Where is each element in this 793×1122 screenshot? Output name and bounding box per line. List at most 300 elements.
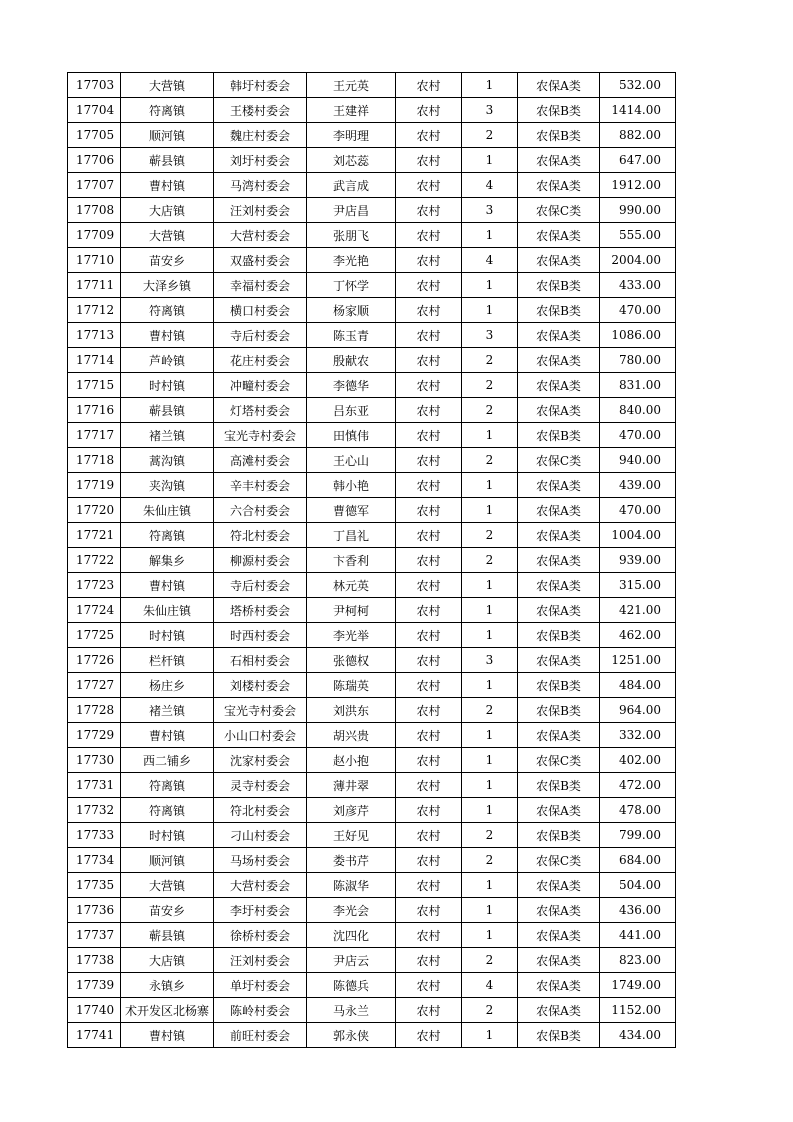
table-row xyxy=(68,898,676,923)
cell-area-type: 农村 xyxy=(396,998,462,1023)
cell-household-size: 1 xyxy=(462,473,518,498)
cell-household-size: 1 xyxy=(462,748,518,773)
table-row xyxy=(68,748,676,773)
cell-insurance-category: 农保B类 xyxy=(518,98,600,123)
table-row xyxy=(68,548,676,573)
cell-person-name: 张朋飞 xyxy=(307,223,396,248)
cell-amount: 882.00 xyxy=(600,123,676,148)
cell-village-committee: 高滩村委会 xyxy=(214,448,307,473)
cell-village-committee: 徐桥村委会 xyxy=(214,923,307,948)
cell-village-committee: 塔桥村委会 xyxy=(214,598,307,623)
cell-village-committee: 柳源村委会 xyxy=(214,548,307,573)
cell-insurance-category: 农保B类 xyxy=(518,773,600,798)
table-row xyxy=(68,348,676,373)
cell-household-size: 2 xyxy=(462,698,518,723)
cell-town: 褚兰镇 xyxy=(121,423,214,448)
cell-record-id: 17721 xyxy=(68,523,121,548)
table-row xyxy=(68,823,676,848)
cell-village-committee: 汪刘村委会 xyxy=(214,198,307,223)
cell-record-id: 17724 xyxy=(68,598,121,623)
table-row xyxy=(68,673,676,698)
table-row xyxy=(68,848,676,873)
cell-amount: 1086.00 xyxy=(600,323,676,348)
cell-insurance-category: 农保A类 xyxy=(518,598,600,623)
cell-amount: 647.00 xyxy=(600,148,676,173)
cell-insurance-category: 农保A类 xyxy=(518,173,600,198)
table-row xyxy=(68,73,676,98)
cell-household-size: 3 xyxy=(462,323,518,348)
cell-person-name: 丁昌礼 xyxy=(307,523,396,548)
table-row xyxy=(68,773,676,798)
cell-village-committee: 寺后村委会 xyxy=(214,573,307,598)
cell-area-type: 农村 xyxy=(396,323,462,348)
cell-household-size: 1 xyxy=(462,673,518,698)
cell-amount: 2004.00 xyxy=(600,248,676,273)
cell-household-size: 1 xyxy=(462,73,518,98)
cell-town: 时村镇 xyxy=(121,623,214,648)
cell-amount: 1152.00 xyxy=(600,998,676,1023)
cell-area-type: 农村 xyxy=(396,798,462,823)
cell-town: 蒿沟镇 xyxy=(121,448,214,473)
cell-amount: 940.00 xyxy=(600,448,676,473)
cell-amount: 1414.00 xyxy=(600,98,676,123)
cell-household-size: 1 xyxy=(462,148,518,173)
cell-amount: 439.00 xyxy=(600,473,676,498)
cell-amount: 470.00 xyxy=(600,298,676,323)
cell-amount: 315.00 xyxy=(600,573,676,598)
cell-town: 西二铺乡 xyxy=(121,748,214,773)
cell-town: 褚兰镇 xyxy=(121,698,214,723)
cell-village-committee: 单圩村委会 xyxy=(214,973,307,998)
cell-record-id: 17728 xyxy=(68,698,121,723)
cell-amount: 421.00 xyxy=(600,598,676,623)
cell-insurance-category: 农保B类 xyxy=(518,823,600,848)
table-row xyxy=(68,923,676,948)
cell-insurance-category: 农保A类 xyxy=(518,323,600,348)
cell-household-size: 2 xyxy=(462,848,518,873)
cell-area-type: 农村 xyxy=(396,98,462,123)
cell-insurance-category: 农保B类 xyxy=(518,698,600,723)
cell-town: 朱仙庄镇 xyxy=(121,498,214,523)
cell-village-committee: 李圩村委会 xyxy=(214,898,307,923)
cell-person-name: 尹店云 xyxy=(307,948,396,973)
cell-town: 曹村镇 xyxy=(121,323,214,348)
cell-amount: 823.00 xyxy=(600,948,676,973)
cell-insurance-category: 农保A类 xyxy=(518,798,600,823)
table-row xyxy=(68,423,676,448)
cell-amount: 478.00 xyxy=(600,798,676,823)
cell-household-size: 1 xyxy=(462,573,518,598)
cell-person-name: 王元英 xyxy=(307,73,396,98)
cell-record-id: 17740 xyxy=(68,998,121,1023)
cell-household-size: 4 xyxy=(462,973,518,998)
cell-area-type: 农村 xyxy=(396,848,462,873)
cell-person-name: 薄井翠 xyxy=(307,773,396,798)
cell-town: 大营镇 xyxy=(121,223,214,248)
cell-area-type: 农村 xyxy=(396,248,462,273)
cell-record-id: 17733 xyxy=(68,823,121,848)
cell-person-name: 李光艳 xyxy=(307,248,396,273)
cell-record-id: 17726 xyxy=(68,648,121,673)
cell-record-id: 17716 xyxy=(68,398,121,423)
cell-town: 符离镇 xyxy=(121,98,214,123)
cell-area-type: 农村 xyxy=(396,923,462,948)
cell-amount: 1251.00 xyxy=(600,648,676,673)
cell-person-name: 曹德军 xyxy=(307,498,396,523)
cell-village-committee: 宝光寺村委会 xyxy=(214,423,307,448)
cell-town: 蕲县镇 xyxy=(121,398,214,423)
cell-village-committee: 马湾村委会 xyxy=(214,173,307,198)
cell-person-name: 李光会 xyxy=(307,898,396,923)
cell-person-name: 卞香利 xyxy=(307,548,396,573)
cell-insurance-category: 农保B类 xyxy=(518,273,600,298)
cell-record-id: 17732 xyxy=(68,798,121,823)
cell-town: 苗安乡 xyxy=(121,248,214,273)
cell-person-name: 尹柯柯 xyxy=(307,598,396,623)
cell-record-id: 17735 xyxy=(68,873,121,898)
cell-record-id: 17709 xyxy=(68,223,121,248)
cell-amount: 433.00 xyxy=(600,273,676,298)
cell-area-type: 农村 xyxy=(396,973,462,998)
cell-village-committee: 马场村委会 xyxy=(214,848,307,873)
cell-area-type: 农村 xyxy=(396,348,462,373)
cell-insurance-category: 农保A类 xyxy=(518,523,600,548)
table-row xyxy=(68,723,676,748)
cell-record-id: 17730 xyxy=(68,748,121,773)
cell-town: 曹村镇 xyxy=(121,173,214,198)
cell-town: 杨庄乡 xyxy=(121,673,214,698)
table-row xyxy=(68,298,676,323)
table-row xyxy=(68,248,676,273)
cell-household-size: 2 xyxy=(462,998,518,1023)
cell-area-type: 农村 xyxy=(396,773,462,798)
cell-village-committee: 大营村委会 xyxy=(214,223,307,248)
cell-town: 符离镇 xyxy=(121,523,214,548)
cell-household-size: 1 xyxy=(462,223,518,248)
cell-insurance-category: 农保A类 xyxy=(518,548,600,573)
cell-town: 夹沟镇 xyxy=(121,473,214,498)
cell-area-type: 农村 xyxy=(396,548,462,573)
cell-person-name: 武言成 xyxy=(307,173,396,198)
cell-village-committee: 韩圩村委会 xyxy=(214,73,307,98)
table-row xyxy=(68,498,676,523)
cell-village-committee: 横口村委会 xyxy=(214,298,307,323)
cell-area-type: 农村 xyxy=(396,398,462,423)
cell-area-type: 农村 xyxy=(396,148,462,173)
table-row xyxy=(68,973,676,998)
cell-village-committee: 花庄村委会 xyxy=(214,348,307,373)
cell-insurance-category: 农保A类 xyxy=(518,73,600,98)
cell-person-name: 林元英 xyxy=(307,573,396,598)
cell-insurance-category: 农保B类 xyxy=(518,1023,600,1048)
cell-household-size: 1 xyxy=(462,1023,518,1048)
cell-amount: 434.00 xyxy=(600,1023,676,1048)
cell-insurance-category: 农保C类 xyxy=(518,848,600,873)
cell-insurance-category: 农保C类 xyxy=(518,448,600,473)
cell-person-name: 王建祥 xyxy=(307,98,396,123)
cell-town: 时村镇 xyxy=(121,373,214,398)
cell-amount: 684.00 xyxy=(600,848,676,873)
cell-area-type: 农村 xyxy=(396,648,462,673)
cell-town: 朱仙庄镇 xyxy=(121,598,214,623)
cell-village-committee: 刘楼村委会 xyxy=(214,673,307,698)
cell-town: 蕲县镇 xyxy=(121,923,214,948)
cell-record-id: 17712 xyxy=(68,298,121,323)
cell-village-committee: 辛丰村委会 xyxy=(214,473,307,498)
cell-household-size: 2 xyxy=(462,448,518,473)
cell-household-size: 1 xyxy=(462,873,518,898)
cell-household-size: 4 xyxy=(462,173,518,198)
table-row xyxy=(68,448,676,473)
cell-person-name: 田慎伟 xyxy=(307,423,396,448)
cell-town: 永镇乡 xyxy=(121,973,214,998)
cell-amount: 472.00 xyxy=(600,773,676,798)
cell-village-committee: 幸福村委会 xyxy=(214,273,307,298)
cell-record-id: 17706 xyxy=(68,148,121,173)
cell-area-type: 农村 xyxy=(396,123,462,148)
cell-person-name: 陈玉青 xyxy=(307,323,396,348)
cell-amount: 402.00 xyxy=(600,748,676,773)
cell-person-name: 李光举 xyxy=(307,623,396,648)
cell-insurance-category: 农保A类 xyxy=(518,348,600,373)
cell-person-name: 韩小艳 xyxy=(307,473,396,498)
cell-person-name: 陈淑华 xyxy=(307,873,396,898)
cell-insurance-category: 农保A类 xyxy=(518,398,600,423)
cell-record-id: 17723 xyxy=(68,573,121,598)
cell-insurance-category: 农保B类 xyxy=(518,423,600,448)
cell-household-size: 3 xyxy=(462,648,518,673)
cell-town: 芦岭镇 xyxy=(121,348,214,373)
cell-town: 栏杆镇 xyxy=(121,648,214,673)
cell-area-type: 农村 xyxy=(396,948,462,973)
cell-household-size: 1 xyxy=(462,798,518,823)
cell-record-id: 17718 xyxy=(68,448,121,473)
cell-record-id: 17722 xyxy=(68,548,121,573)
table-row xyxy=(68,648,676,673)
cell-person-name: 尹店昌 xyxy=(307,198,396,223)
cell-person-name: 刘芯蕊 xyxy=(307,148,396,173)
cell-area-type: 农村 xyxy=(396,673,462,698)
cell-town: 大店镇 xyxy=(121,198,214,223)
cell-village-committee: 符北村委会 xyxy=(214,523,307,548)
cell-town: 时村镇 xyxy=(121,823,214,848)
cell-household-size: 1 xyxy=(462,623,518,648)
cell-area-type: 农村 xyxy=(396,298,462,323)
cell-amount: 1912.00 xyxy=(600,173,676,198)
cell-person-name: 刘洪东 xyxy=(307,698,396,723)
cell-amount: 462.00 xyxy=(600,623,676,648)
cell-village-committee: 寺后村委会 xyxy=(214,323,307,348)
cell-record-id: 17741 xyxy=(68,1023,121,1048)
cell-town: 符离镇 xyxy=(121,773,214,798)
cell-person-name: 李德华 xyxy=(307,373,396,398)
cell-area-type: 农村 xyxy=(396,873,462,898)
cell-amount: 441.00 xyxy=(600,923,676,948)
cell-village-committee: 符北村委会 xyxy=(214,798,307,823)
cell-village-committee: 六合村委会 xyxy=(214,498,307,523)
cell-town: 苗安乡 xyxy=(121,898,214,923)
cell-area-type: 农村 xyxy=(396,523,462,548)
cell-town: 大店镇 xyxy=(121,948,214,973)
cell-insurance-category: 农保A类 xyxy=(518,473,600,498)
cell-insurance-category: 农保A类 xyxy=(518,223,600,248)
table-row xyxy=(68,223,676,248)
cell-town: 大营镇 xyxy=(121,873,214,898)
cell-area-type: 农村 xyxy=(396,223,462,248)
cell-insurance-category: 农保A类 xyxy=(518,648,600,673)
cell-record-id: 17738 xyxy=(68,948,121,973)
cell-record-id: 17734 xyxy=(68,848,121,873)
cell-insurance-category: 农保C类 xyxy=(518,748,600,773)
cell-village-committee: 刘圩村委会 xyxy=(214,148,307,173)
table-row xyxy=(68,323,676,348)
cell-village-committee: 前旺村委会 xyxy=(214,1023,307,1048)
cell-area-type: 农村 xyxy=(396,448,462,473)
cell-amount: 990.00 xyxy=(600,198,676,223)
cell-household-size: 2 xyxy=(462,823,518,848)
table-row xyxy=(68,273,676,298)
table-row xyxy=(68,98,676,123)
cell-record-id: 17719 xyxy=(68,473,121,498)
cell-insurance-category: 农保A类 xyxy=(518,923,600,948)
table-row xyxy=(68,1023,676,1048)
cell-amount: 470.00 xyxy=(600,423,676,448)
cell-amount: 964.00 xyxy=(600,698,676,723)
cell-household-size: 1 xyxy=(462,498,518,523)
cell-record-id: 17739 xyxy=(68,973,121,998)
cell-person-name: 陈瑞英 xyxy=(307,673,396,698)
cell-household-size: 2 xyxy=(462,348,518,373)
cell-area-type: 农村 xyxy=(396,473,462,498)
cell-record-id: 17736 xyxy=(68,898,121,923)
cell-area-type: 农村 xyxy=(396,748,462,773)
cell-household-size: 2 xyxy=(462,948,518,973)
cell-village-committee: 刁山村委会 xyxy=(214,823,307,848)
cell-village-committee: 王楼村委会 xyxy=(214,98,307,123)
cell-area-type: 农村 xyxy=(396,598,462,623)
cell-person-name: 张德权 xyxy=(307,648,396,673)
cell-record-id: 17720 xyxy=(68,498,121,523)
cell-town: 顺河镇 xyxy=(121,848,214,873)
table-row xyxy=(68,623,676,648)
cell-area-type: 农村 xyxy=(396,373,462,398)
table-row xyxy=(68,948,676,973)
table-row xyxy=(68,123,676,148)
cell-village-committee: 沈家村委会 xyxy=(214,748,307,773)
cell-insurance-category: 农保A类 xyxy=(518,898,600,923)
cell-amount: 555.00 xyxy=(600,223,676,248)
cell-amount: 831.00 xyxy=(600,373,676,398)
cell-amount: 1749.00 xyxy=(600,973,676,998)
cell-area-type: 农村 xyxy=(396,73,462,98)
cell-household-size: 4 xyxy=(462,248,518,273)
table-row xyxy=(68,173,676,198)
cell-town: 解集乡 xyxy=(121,548,214,573)
cell-person-name: 殷献农 xyxy=(307,348,396,373)
cell-village-committee: 灯塔村委会 xyxy=(214,398,307,423)
cell-person-name: 赵小抱 xyxy=(307,748,396,773)
cell-area-type: 农村 xyxy=(396,723,462,748)
table-row xyxy=(68,998,676,1023)
cell-record-id: 17707 xyxy=(68,173,121,198)
cell-area-type: 农村 xyxy=(396,573,462,598)
table-body xyxy=(68,73,676,1048)
cell-area-type: 农村 xyxy=(396,698,462,723)
cell-village-committee: 汪刘村委会 xyxy=(214,948,307,973)
table-row xyxy=(68,473,676,498)
cell-amount: 332.00 xyxy=(600,723,676,748)
cell-person-name: 杨家顺 xyxy=(307,298,396,323)
cell-village-committee: 冲疃村委会 xyxy=(214,373,307,398)
cell-amount: 470.00 xyxy=(600,498,676,523)
cell-household-size: 2 xyxy=(462,373,518,398)
cell-village-committee: 宝光寺村委会 xyxy=(214,698,307,723)
cell-village-committee: 陈岭村委会 xyxy=(214,998,307,1023)
cell-person-name: 陈德兵 xyxy=(307,973,396,998)
cell-area-type: 农村 xyxy=(396,623,462,648)
cell-person-name: 王心山 xyxy=(307,448,396,473)
cell-town: 曹村镇 xyxy=(121,573,214,598)
cell-household-size: 1 xyxy=(462,598,518,623)
table-row xyxy=(68,873,676,898)
cell-household-size: 2 xyxy=(462,398,518,423)
cell-record-id: 17727 xyxy=(68,673,121,698)
cell-record-id: 17704 xyxy=(68,98,121,123)
table-row xyxy=(68,198,676,223)
cell-person-name: 沈四化 xyxy=(307,923,396,948)
cell-area-type: 农村 xyxy=(396,198,462,223)
cell-insurance-category: 农保A类 xyxy=(518,948,600,973)
table-row xyxy=(68,573,676,598)
table-row xyxy=(68,798,676,823)
table-row xyxy=(68,698,676,723)
cell-person-name: 胡兴贵 xyxy=(307,723,396,748)
cell-household-size: 1 xyxy=(462,273,518,298)
cell-person-name: 丁怀学 xyxy=(307,273,396,298)
cell-household-size: 2 xyxy=(462,523,518,548)
cell-amount: 484.00 xyxy=(600,673,676,698)
cell-area-type: 农村 xyxy=(396,423,462,448)
cell-record-id: 17705 xyxy=(68,123,121,148)
cell-area-type: 农村 xyxy=(396,1023,462,1048)
cell-insurance-category: 农保A类 xyxy=(518,573,600,598)
cell-household-size: 3 xyxy=(462,198,518,223)
cell-insurance-category: 农保B类 xyxy=(518,623,600,648)
cell-area-type: 农村 xyxy=(396,823,462,848)
table-row xyxy=(68,148,676,173)
cell-household-size: 2 xyxy=(462,123,518,148)
cell-village-committee: 石相村委会 xyxy=(214,648,307,673)
cell-person-name: 吕东亚 xyxy=(307,398,396,423)
cell-insurance-category: 农保A类 xyxy=(518,973,600,998)
cell-record-id: 17711 xyxy=(68,273,121,298)
cell-record-id: 17729 xyxy=(68,723,121,748)
cell-amount: 799.00 xyxy=(600,823,676,848)
cell-village-committee: 时西村委会 xyxy=(214,623,307,648)
cell-area-type: 农村 xyxy=(396,273,462,298)
cell-record-id: 17710 xyxy=(68,248,121,273)
cell-person-name: 王好见 xyxy=(307,823,396,848)
cell-town: 曹村镇 xyxy=(121,723,214,748)
cell-insurance-category: 农保B类 xyxy=(518,673,600,698)
cell-village-committee: 大营村委会 xyxy=(214,873,307,898)
cell-insurance-category: 农保A类 xyxy=(518,498,600,523)
cell-village-committee: 小山口村委会 xyxy=(214,723,307,748)
cell-record-id: 17715 xyxy=(68,373,121,398)
cell-person-name: 李明理 xyxy=(307,123,396,148)
cell-person-name: 马永兰 xyxy=(307,998,396,1023)
cell-town: 大营镇 xyxy=(121,73,214,98)
